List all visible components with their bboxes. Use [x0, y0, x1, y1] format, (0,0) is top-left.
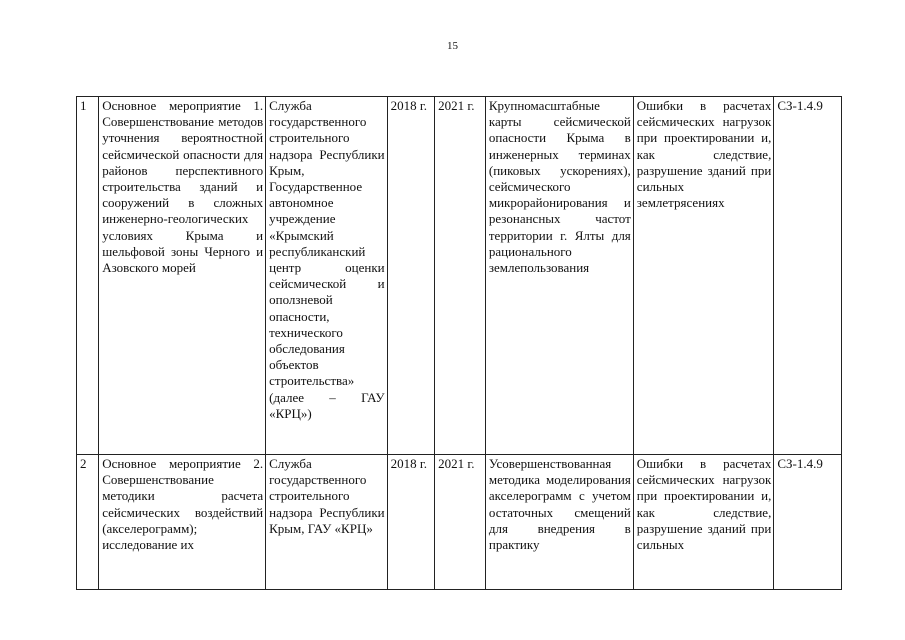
- page-number: 15: [447, 40, 458, 52]
- consequence-cell: Ошибки в расчетах сейсмических нагрузок при проектировании и, как следствие, разрушение зданий при сильных землетрясениях: [633, 97, 774, 455]
- result-cell: Усовершенствованная методика моделирования акселерограмм с учетом остаточных смещений для внедрения в практику: [485, 455, 633, 590]
- start-year-cell: 2018 г.: [387, 455, 435, 590]
- consequence-cell: Ошибки в расчетах сейсмических нагрузок при проектировании и, как следствие, разрушение зданий при сильных: [633, 455, 774, 590]
- result-cell: Крупномасштабные карты сейсмической опасности Крыма в инженерных терминах (пиковых ускорениях), сейсмического микрорайонирования и резонансных частот территории г. Ялты для рационального землепользования: [485, 97, 633, 455]
- end-year-cell: 2021 г.: [435, 97, 486, 455]
- table-row: [77, 97, 842, 455]
- row-number: 1: [77, 97, 99, 455]
- row-number: 2: [77, 455, 99, 590]
- start-year-cell: 2018 г.: [387, 97, 435, 455]
- activity-cell: Основное мероприятие 2. Совершенствование методики расчета сейсмических воздействий (акселерограмм); исследование их: [99, 455, 266, 590]
- activities-table: [76, 96, 842, 590]
- executor-cell: Служба государственного строительного надзора Республики Крым, ГАУ «КРЦ»: [266, 455, 388, 590]
- end-year-cell: 2021 г.: [435, 455, 486, 590]
- executor-cell: Служба государственного строительного надзора Республики Крым, Государственное автономное учреждение «Крымский республиканский центр оценки сейсмической и оползневой опасности, технического обследования объектов строительства» (далее – ГАУ «КРЦ»): [266, 97, 388, 455]
- code-cell: СЗ-1.4.9: [774, 97, 842, 455]
- code-cell: СЗ-1.4.9: [774, 455, 842, 590]
- table-row: [77, 455, 842, 590]
- activity-cell: Основное мероприятие 1. Совершенствование методов уточнения вероятностной сейсмической опасности для районов перспективного строительства зданий и сооружений в сложных инженерно-геологических условиях Крыма и шельфовой зоны Черного и Азовского морей: [99, 97, 266, 455]
